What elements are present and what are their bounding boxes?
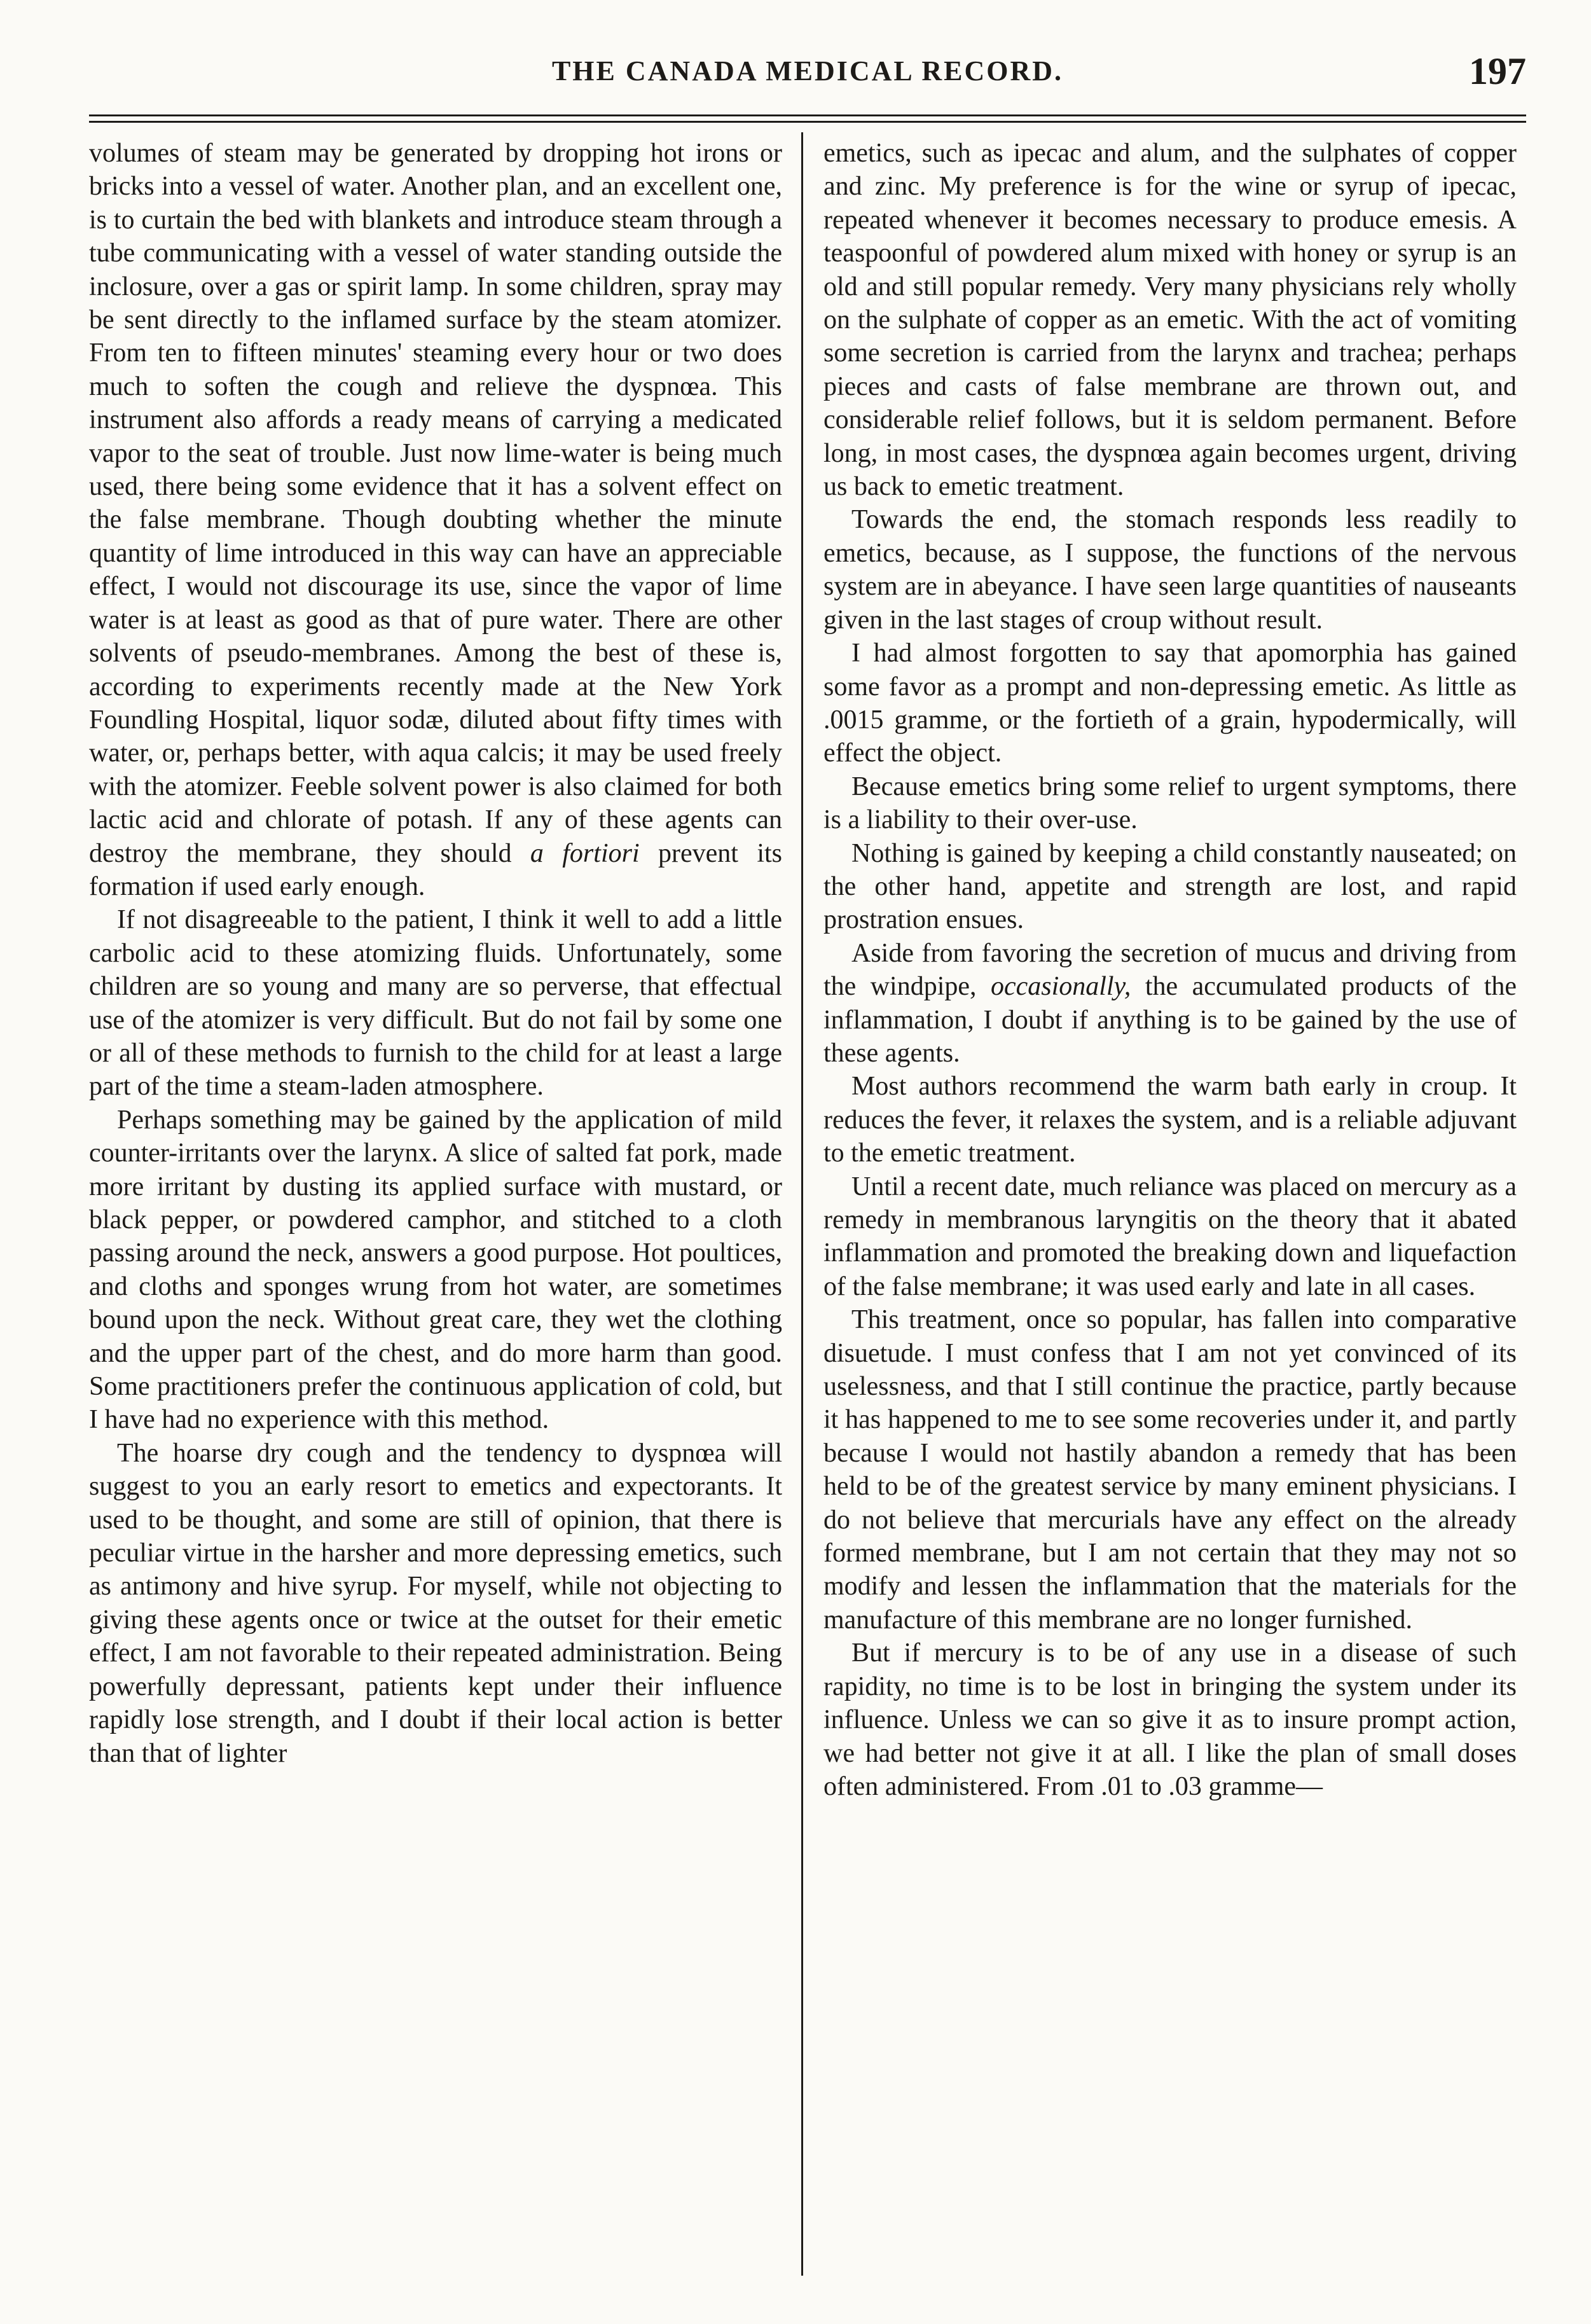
paragraph: emetics, such as ipecac and alum, and the sulphates of copper and zinc. My preference is for the wine or syrup of ipecac, repeated whenever it becomes necessary to produce emesis. A teaspoonful of powdered alum mixed with honey or syrup is an old and still popular remedy. Very many physicians rely wholly on the sulphate of copper as an emetic. With the act of vomiting some secretion is carried from the larynx and trachea; perhaps pieces and casts of false membrane are thrown out, and considerable relief follows, but it is seldom permanent. Before long, in most cases, the dyspnœa again becomes urgent, driving us back to emetic treatment. xyxy=(823,139,1517,502)
paragraph: The hoarse dry cough and the tendency to dyspnœa will suggest to you an early resort to emetics and expectorants. It used to be thought, and some are still of opinion, that there is peculiar virtue in the harsher and more depressing emetics, such as antimony and hive syrup. For myself, while not objecting to giving these agents once or twice at the outset for their emetic effect, I am not favorable to their repeated administration. Being powerfully depressant, patients kept under their influence rapidly lose strength, and I doubt if their local action is better than that of lighter xyxy=(89,1438,782,1768)
right-column xyxy=(823,137,1517,2299)
paragraph: Nothing is gained by keeping a child constantly nauseated; on the other hand, appetite and strength are lost, and rapid prostration ensues. xyxy=(823,838,1517,935)
paragraph: Aside from favoring the secretion of mucus and driving from the windpipe, occasionally, the accumulated products of the inflammation, I doubt if anything is to be gained by the use of these agents. xyxy=(823,938,1517,1068)
paragraph: Because emetics bring some relief to urgent symptoms, there is a liability to their over-use. xyxy=(823,771,1517,835)
italic-phrase: a fortiori xyxy=(530,838,640,868)
paragraph: Towards the end, the stomach responds less readily to emetics, because, as I suppose, the functions of the nervous system are in abeyance. I have seen large quantities of nauseants given in the last stages of croup without result. xyxy=(823,505,1517,635)
italic-phrase: occasionally, xyxy=(990,972,1131,1002)
header-rule-top xyxy=(89,114,1526,116)
paragraph: This treatment, once so popular, has fallen into comparative disuetude. I must confess that I am not yet convinced of its uselessness, and that I still continue the practice, partly because it has happened to me to see some recoveries under it, and partly because I would not hastily abandon a remedy that has been held to be of the greatest service by many eminent physicians. I do not believe that mercurials have any effect on the already formed membrane, but I am not certain that they may not so modify and lessen the inflammation that the materials for the manufacture of this membrane are no longer furnished. xyxy=(823,1305,1517,1635)
paragraph: Perhaps something may be gained by the application of mild counter-irritants over the larynx. A slice of salted fat pork, made more irritant by dusting its applied surface with mustard, or black pepper, or powdered camphor, and stitched to a cloth passing around the neck, answers a good purpose. Hot poultices, and cloths and sponges wrung from hot water, are sometimes bound upon the neck. Without great care, they wet the clothing and the upper part of the chest, and do more harm than good. Some practitioners prefer the continuous application of cold, but I have had no experience with this method. xyxy=(89,1105,782,1435)
paragraph: volumes of steam may be generated by dropping hot irons or bricks into a vessel of water. Another plan, and an excellent one, is to curtain the bed with blankets and introduce steam through a tube communicating with a vessel of water standing outside the inclosure, over a gas or spirit lamp. In some children, spray may be sent directly to the inflamed surface by the steam atomizer. From ten to fifteen minutes' steaming every hour or two does much to soften the cough and relieve the dyspnœa. This instrument also affords a ready means of carrying a medicated vapor to the seat of trouble. Just now lime-water is being much used, there being some evidence that it has a solvent effect on the false membrane. Though doubting whether the minute quantity of lime introduced in this way can have an appreciable effect, I would not discourage its use, since the vapor of lime water is at least as good as that of pure water. There are other solvents of pseudo-membranes. Among the best of these is, according to experiments recently made at the New York Foundling Hospital, liquor sodæ, diluted about fifty times with water, or, perhaps better, with aqua calcis; it may be used freely with the atomizer. Feeble solvent power is also claimed for both lactic acid and chlorate of potash. If any of these agents can destroy the membrane, they should a fortiori prevent its formation if used early enough. xyxy=(89,139,782,901)
paragraph: I had almost forgotten to say that apomorphia has gained some favor as a prompt and non-depressing emetic. As little as .0015 gramme, or the fortieth of a grain, hypodermically, will effect the object. xyxy=(823,639,1517,768)
left-column xyxy=(89,137,782,2299)
running-title: THE CANADA MEDICAL RECORD. xyxy=(551,55,1064,86)
column-divider xyxy=(801,132,803,2276)
header-rule-bottom xyxy=(89,121,1526,123)
paragraph: But if mercury is to be of any use in a disease of such rapidity, no time is to be lost in bringing the system under its influence. Unless we can so give it as to insure prompt action, we had better not give it at all. I like the plan of small doses often administered. From .01 to .03 gramme— xyxy=(823,1638,1517,1801)
page-number: 197 xyxy=(1469,50,1526,92)
paragraph: If not disagreeable to the patient, I think it well to add a little carbolic acid to these atomizing fluids. Unfortunately, some children are so young and many are so perverse, that effectual use of the atomizer is very difficult. But do not fail by some one or all of these methods to furnish to the child for at least a large part of the time a steam-laden atmosphere. xyxy=(89,905,782,1102)
paragraph: Until a recent date, much reliance was placed on mercury as a remedy in membranous laryngitis on the theory that it abated inflammation and promoted the breaking down and liquefaction of the false membrane; it was used early and late in all cases. xyxy=(823,1172,1517,1301)
paragraph: Most authors recommend the warm bath early in croup. It reduces the fever, it relaxes the system, and is a reliable adjuvant to the emetic treatment. xyxy=(823,1072,1517,1168)
running-header xyxy=(89,50,1526,107)
